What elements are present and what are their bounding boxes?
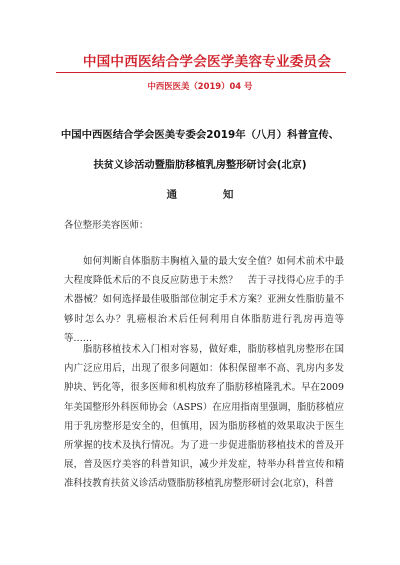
notice-heading: 通知 — [166, 189, 280, 201]
document-title-line-1: 中国中西医结合学会医美专委会2019年（八月）科普宣传、 — [60, 129, 340, 141]
body-paragraph-2: 脂肪移植技术入门相对容易，做好难，脂肪移植乳房整形在国内广泛应用后，出现了很多问题如：体积保留率不高、乳房内多发肿块、钙化等，很多医师和机构放弃了脂肪移植隆乳术。早在2009年美国整形外科医师协会（ASPS）在应用指南里强调，脂肪移植应用于乳房整形是安全的，但慎用，因为脂肪移植的效果取决于医生所掌握的技术及执行情况。为了进一步促进脂肪移植技术的普及开展，普及医疗美容的科普知识，减少并发症，特举办科普宣传和精准科技教育扶贫义诊活动暨脂肪移植乳房整形研讨会(北京)，科普 — [64, 344, 344, 490]
document-number: 中西医医美（2019）04 号 — [147, 81, 253, 91]
header-red-rule — [56, 72, 346, 73]
document-title-line-2: 扶贫义诊活动暨脂肪移植乳房整形研讨会(北京) — [93, 160, 307, 171]
body-paragraph-1: 如何判断自体脂肪丰胸植入量的最大安全值？如何术前术中最大程度降低术后的不良反应防患于未然？ 苦于寻找得心应手的手术器械？如何选择最佳吸脂部位制定手术方案？亚洲女性脂肪量不够时怎么办？乳癌根治术后任何利用自体脂肪进行乳房再造等等…… — [64, 256, 344, 344]
organization-header: 中国中西医结合学会医学美容专业委员会 — [82, 54, 332, 70]
salutation: 各位整形美容医师： — [64, 220, 149, 231]
